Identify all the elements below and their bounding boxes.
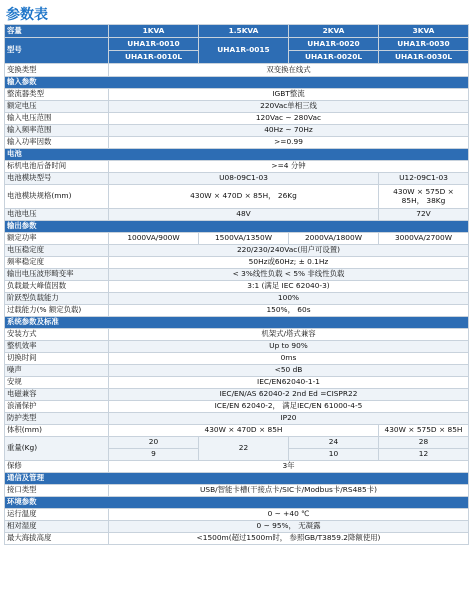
table-row: 防护类型 IP20 [5, 413, 469, 425]
table-row: 电池模块规格(mm) 430W × 470D × 85H， 26Kg 430W × 575D × 85H， 38Kg [5, 185, 469, 209]
table-row: 输入频率范围 40Hz ~ 70Hz [5, 125, 469, 137]
page-title: 参数表 [6, 7, 48, 23]
model-3: UHA1R-0020 [289, 38, 379, 51]
section-output: 输出参数 [5, 221, 469, 233]
table-row: 整流器类型 IGBT整流 [5, 89, 469, 101]
model-1-long: UHA1R-0010L [109, 51, 199, 64]
table-row: 电压稳定度 220/230/240Vac(用户可设置) [5, 245, 469, 257]
section-system: 系统参数及标准 [5, 317, 469, 329]
model-3-long: UHA1R-0020L [289, 51, 379, 64]
table-row: 频率稳定度 50Hz或60Hz; ± 0.1Hz [5, 257, 469, 269]
model-1: UHA1R-0010 [109, 38, 199, 51]
table-row: 输入功率因数 >=0.99 [5, 137, 469, 149]
table-row: 标机电池后备时间 >=4 分钟 [5, 161, 469, 173]
capacity-4: 3KVA [379, 25, 469, 38]
spec-table [4, 24, 469, 545]
model-row [5, 38, 469, 51]
table-row: 重量(Kg) 20 22 24 28 [5, 437, 469, 449]
model-2: UHA1R-0015 [199, 38, 289, 64]
table-row: 电池模块型号 U08-09C1-03 U12-09C1-03 [5, 173, 469, 185]
section-battery: 电池 [5, 149, 469, 161]
model-4-long: UHA1R-0030L [379, 51, 469, 64]
table-row: 安装方式 机架式/塔式兼容 [5, 329, 469, 341]
table-row: 输出电压波形畸变率 < 3%线性负载 < 5% 非线性负载 [5, 269, 469, 281]
table-row: 变换类型 双变换在线式 [5, 64, 469, 77]
table-row: 接口类型 USB/智能卡槽(干接点卡/SIC卡/Modbus卡/RS485卡) [5, 485, 469, 497]
table-row: 整机效率 Up to 90% [5, 341, 469, 353]
table-row: 最大海拔高度 <1500m(超过1500m时， 参照GB/T3859.2降额使用) [5, 533, 469, 545]
table-row: 噪声 <50 dB [5, 365, 469, 377]
table-row: 额定功率 1000VA/900W 1500VA/1350W 2000VA/1800W 3000VA/2700W [5, 233, 469, 245]
table-row: 9 10 12 [5, 449, 469, 461]
table-row: 输入电压范围 120Vac ~ 280Vac [5, 113, 469, 125]
table-row: 阶跃型负载能力 100% [5, 293, 469, 305]
model-4: UHA1R-0030 [379, 38, 469, 51]
capacity-3: 2KVA [289, 25, 379, 38]
table-row: 运行温度 0 ~ +40 ℃ [5, 509, 469, 521]
table-row: 过载能力(% 额定负载) 150%， 60s [5, 305, 469, 317]
capacity-label: 容量 [5, 25, 109, 38]
table-row: 电池电压 48V 72V [5, 209, 469, 221]
section-input: 输入参数 [5, 77, 469, 89]
table-row: 切换时间 0ms [5, 353, 469, 365]
table-row: 额定电压 220Vac单相三线 [5, 101, 469, 113]
table-row: 体积(mm) 430W × 470D × 85H 430W × 575D × 85H [5, 425, 469, 437]
section-env: 环境参数 [5, 497, 469, 509]
table-row: 相对湿度 0 ~ 95%， 无凝露 [5, 521, 469, 533]
section-comm: 通信及管理 [5, 473, 469, 485]
table-row: 负载最大峰值因数 3:1 (满足 IEC 62040-3) [5, 281, 469, 293]
table-row: 电磁兼容 IEC/EN/AS 62040-2 2nd Ed =CISPR22 [5, 389, 469, 401]
capacity-2: 1.5KVA [199, 25, 289, 38]
capacity-row [5, 25, 469, 38]
capacity-1: 1KVA [109, 25, 199, 38]
model-label: 型号 [5, 38, 109, 64]
table-row: 浪涌保护 ICE/EN 62040-2， 满足IEC/EN 61000-4-5 [5, 401, 469, 413]
table-row: 保修 3年 [5, 461, 469, 473]
table-row: 安规 IEC/EN62040-1-1 [5, 377, 469, 389]
